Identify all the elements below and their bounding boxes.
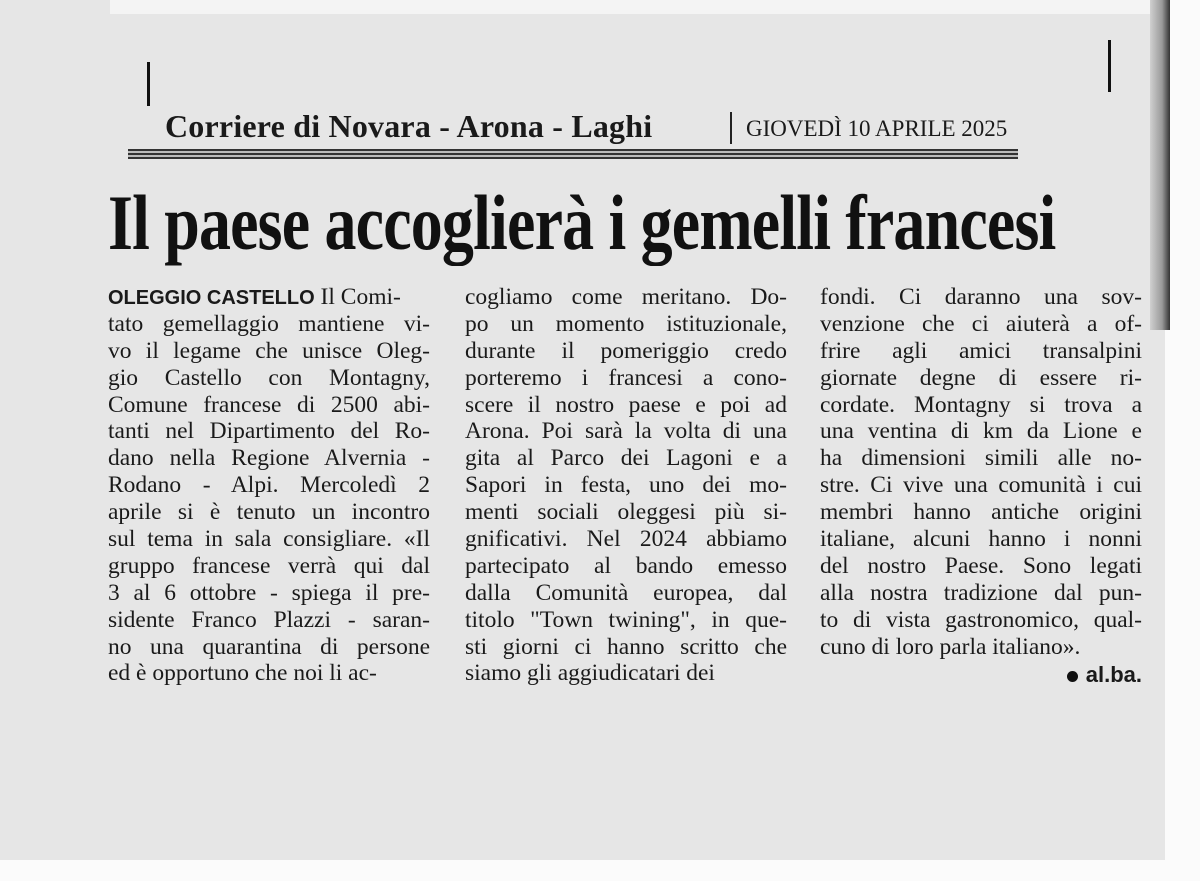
article-line: scere il nostro paese e poi ad <box>465 391 787 418</box>
header-rule <box>128 149 1018 159</box>
article-line: no una quarantina di persone <box>108 633 430 660</box>
article-column-3 <box>820 284 1142 688</box>
article-line <box>108 284 430 311</box>
article-line: sul tema in sala consigliare. «Il <box>108 526 430 553</box>
article-line: gruppo francese verrà qui dal <box>108 552 430 579</box>
article-line: alla nostra tradizione dal pun- <box>820 579 1142 606</box>
dateline: OLEGGIO CASTELLO <box>108 287 315 309</box>
article-line: tato gemellaggio mantiene vi- <box>108 310 430 337</box>
article-line: del nostro Paese. Sono legati <box>820 552 1142 579</box>
article-text: Il Comi- <box>314 284 401 310</box>
article-headline: Il paese accoglierà i gemelli francesi <box>108 179 1056 266</box>
adjacent-page-edge <box>1150 0 1170 330</box>
article-line: stre. Ci vive una comunità i cui <box>820 472 1142 499</box>
article-line: tanti nel Dipartimento del Ro- <box>108 418 430 445</box>
article-line: dalla Comunità europea, dal <box>465 579 787 606</box>
article-line: ha dimensioni simili alle no- <box>820 445 1142 472</box>
article-line: frire agli amici transalpini <box>820 337 1142 364</box>
article-line: porteremo i francesi a cono- <box>465 364 787 391</box>
article-line: cogliamo come meritano. Do- <box>465 284 787 310</box>
article-line: giornate degne di essere ri- <box>820 364 1142 391</box>
article-line: menti sociali oleggesi più si- <box>465 499 787 526</box>
article-line: venzione che ci aiuterà a of- <box>820 310 1142 337</box>
article-line: durante il pomeriggio credo <box>465 337 787 364</box>
crop-mark-left <box>147 62 150 106</box>
publication-name: Corriere di Novara - Arona - Laghi <box>165 108 653 144</box>
article-line: membri hanno antiche origini <box>820 499 1142 526</box>
article-line: siamo gli aggiudicatari dei <box>465 660 715 687</box>
article-line: fondi. Ci daranno una sov- <box>820 284 1142 310</box>
article-line: gnificativi. Nel 2024 abbiamo <box>465 526 787 553</box>
article-line: to di vista gastronomico, qual- <box>820 606 1142 633</box>
article-line: sti giorni ci hanno scritto che <box>465 633 787 660</box>
paper-edge <box>110 0 1150 14</box>
article-line: aprile si è tenuto un incontro <box>108 499 430 526</box>
article-line: partecipato al bando emesso <box>465 552 787 579</box>
bullet-icon <box>1067 671 1078 682</box>
article-line: cuno di loro parla italiano». <box>820 633 1081 660</box>
crop-mark-right <box>1108 40 1111 92</box>
article-line: ed è opportuno che noi li ac- <box>108 660 377 687</box>
publication-date: GIOVEDÌ 10 APRILE 2025 <box>746 116 1008 141</box>
article-line: cordate. Montagny si trova a <box>820 391 1142 418</box>
article-column-2 <box>465 284 787 687</box>
article-line: 3 al 6 ottobre - spiega il pre- <box>108 579 430 606</box>
author-signature <box>820 662 1142 688</box>
article-line: Comune francese di 2500 abi- <box>108 391 430 418</box>
article-line: gita al Parco dei Lagoni e a <box>465 445 787 472</box>
article-line: Arona. Poi sarà la volta di una <box>465 418 787 445</box>
article-line: una ventina di km da Lione e <box>820 418 1142 445</box>
article-line: vo il legame che unisce Oleg- <box>108 337 430 364</box>
masthead-divider <box>730 112 732 144</box>
article-line: titolo "Town twining", in que- <box>465 606 787 633</box>
article-line: Rodano - Alpi. Mercoledì 2 <box>108 472 430 499</box>
article-line: po un momento istituzionale, <box>465 310 787 337</box>
article-line: Sapori in festa, uno dei mo- <box>465 472 787 499</box>
article-column-1 <box>108 284 430 687</box>
article-line: sidente Franco Plazzi - saran- <box>108 606 430 633</box>
article-line: italiane, alcuni hanno i nonni <box>820 526 1142 553</box>
article-line: gio Castello con Montagny, <box>108 364 430 391</box>
article-line: dano nella Regione Alvernia - <box>108 445 430 472</box>
signature-text: al.ba. <box>1085 662 1142 688</box>
